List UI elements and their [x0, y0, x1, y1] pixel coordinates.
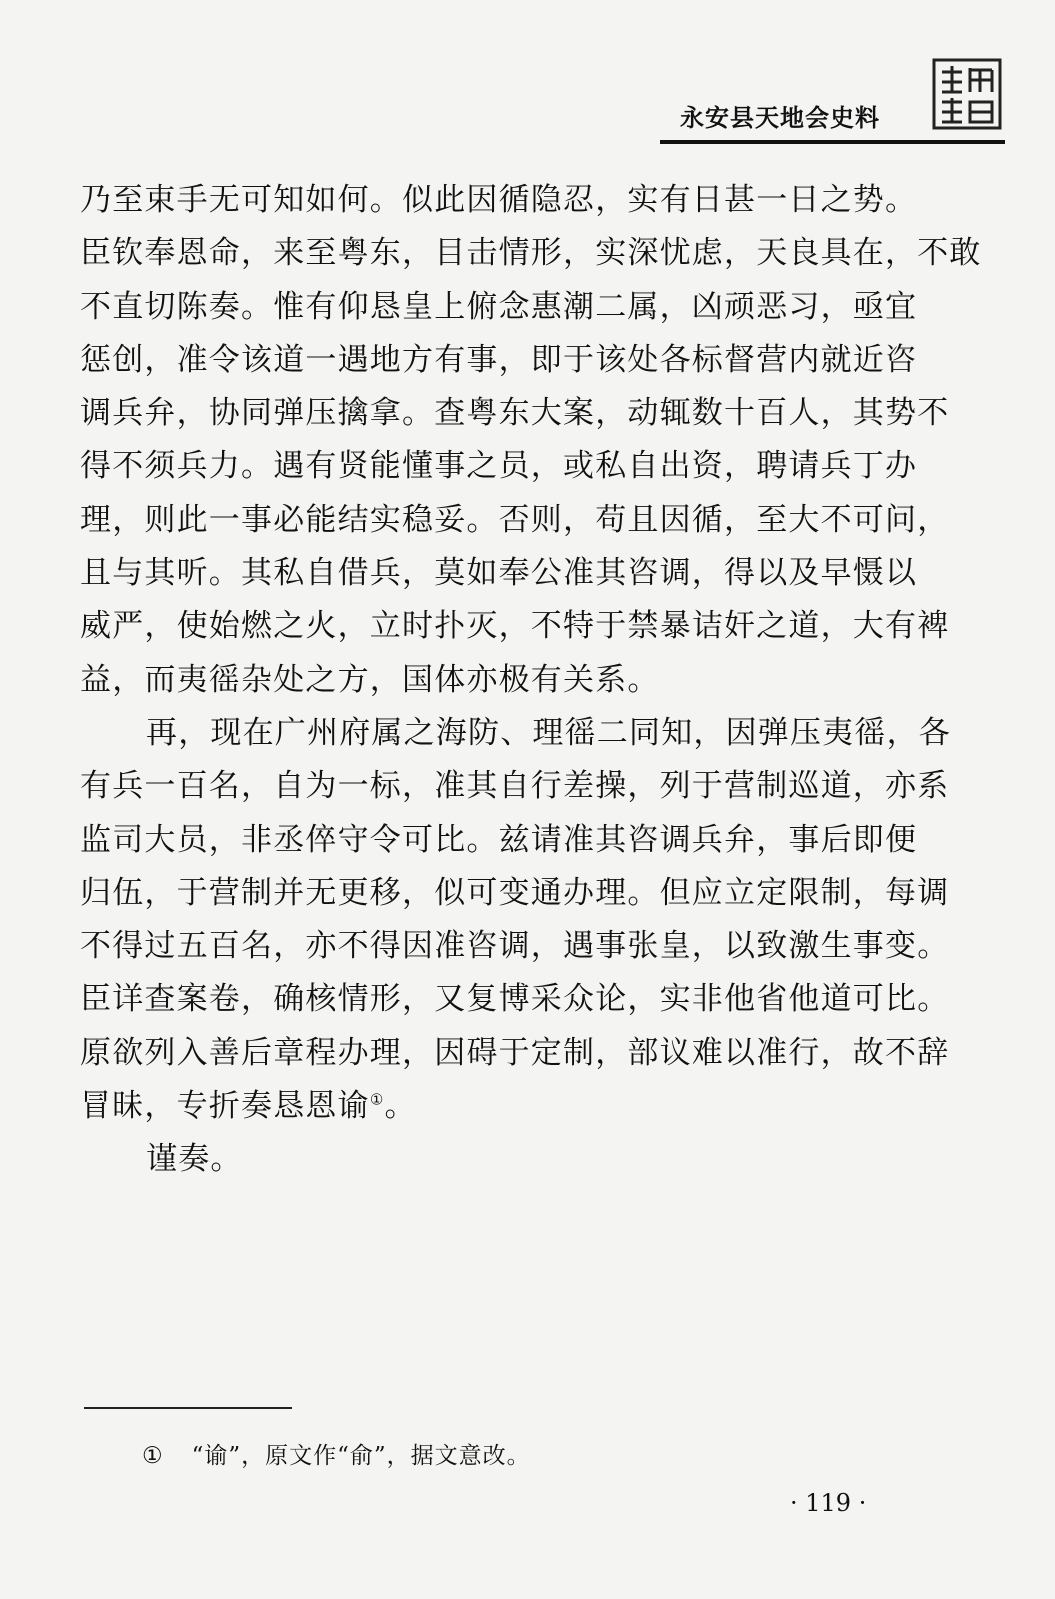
paragraph-start-line: 再，现在广州府属之海防、理徭二同知，因弹压夷徭，各 — [146, 714, 951, 751]
text-line-with-footnote — [80, 1080, 910, 1133]
text-line: 臣钦奉恩命，来至粤东，目击情形，实深忧虑，天良具在，不敢 — [80, 235, 982, 272]
text-line: 有兵一百名，自为一标，准其自行差操，列于营制巡道，亦系 — [80, 768, 950, 805]
text-line: 监司大员，非丞倅守令可比。兹请准其咨调兵弁，事后即便 — [80, 821, 918, 858]
text-line: 不得过五百名，亦不得因准咨调，遇事张皇，以致激生事变。 — [80, 928, 950, 965]
footnote-reference[interactable]: ① — [369, 1090, 385, 1109]
text-line: 不直切陈奏。惟有仰恳皇上俯念惠潮二属，凶顽恶习，亟宜 — [80, 288, 918, 325]
text-line: 且与其听。其私自借兵，莫如奉公准其咨调，得以及早慑以 — [80, 555, 918, 592]
memorial-body-text — [80, 174, 982, 1187]
text-line: 调兵弁，协同弹压擒拿。查粤东大案，动辄数十百人，其势不 — [80, 395, 950, 432]
text-line: 乃至束手无可知如何。似此因循隐忍，实有日甚一日之势。 — [80, 182, 918, 218]
closing-line: 谨奏。 — [146, 1141, 243, 1178]
text-line: 得不须兵力。遇有贤能懂事之员，或私自出资，聘请兵丁办 — [80, 448, 918, 485]
header-divider — [660, 140, 1005, 144]
line-end-mark: 。 — [384, 1088, 417, 1125]
text-line: 理，则此一事必能结实稳妥。否则，苟且因循，至大不可问， — [80, 501, 950, 538]
text-line: 原欲列入善后章程办理，因碍于定制，部议难以准行，故不辞 — [80, 1034, 950, 1071]
text-line: 冒昧，专折奏恳恩谕 — [80, 1088, 370, 1125]
footnote — [142, 1437, 531, 1470]
running-title: 永安县天地会史料 — [680, 104, 880, 132]
footnote-marker: ① — [142, 1443, 164, 1469]
seal-stamp-icon — [932, 58, 1002, 130]
footnote-text: “谕”，原文作“俞”，据文意改。 — [191, 1443, 531, 1469]
text-line: 归伍，于营制并无更移，似可变通办理。但应立定限制，每调 — [80, 874, 950, 911]
text-line: 威严，使始燃之火，立时扑灭，不特于禁暴诘奸之道，大有裨 — [80, 608, 950, 645]
text-line: 惩创，准令该道一遇地方有事，即于该处各标督营内就近咨 — [80, 341, 918, 378]
page-number: · 119 · — [790, 1489, 867, 1517]
footnote-divider — [84, 1407, 292, 1409]
text-line: 臣详查案卷，确核情形，又复博采众论，实非他省他道可比。 — [80, 981, 950, 1018]
text-line: 益，而夷徭杂处之方，国体亦极有关系。 — [80, 661, 660, 698]
